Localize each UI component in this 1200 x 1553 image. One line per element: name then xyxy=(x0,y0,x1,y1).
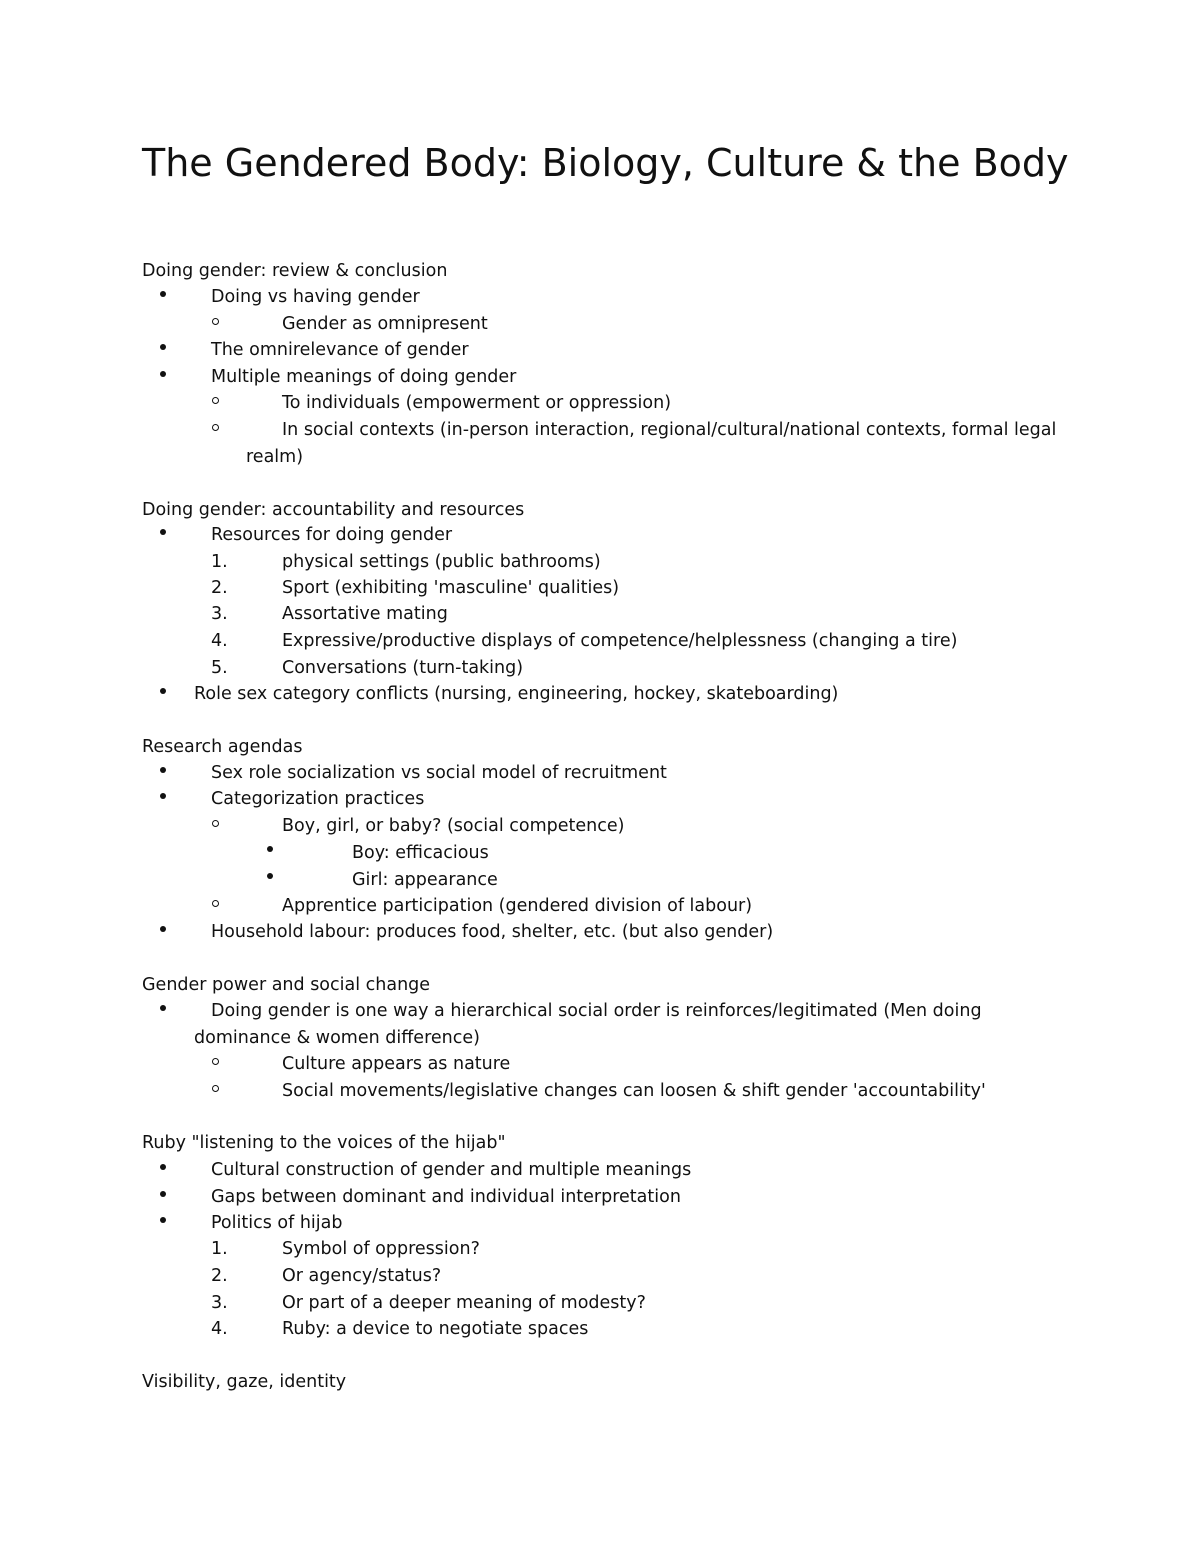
list-item: Boy, girl, or baby? (social competence) xyxy=(282,816,625,836)
bullet-icon xyxy=(160,793,166,799)
list-item: Conversations (turn-taking) xyxy=(282,658,524,678)
list-number: 2. xyxy=(211,1266,228,1286)
section-heading: Doing gender: accountability and resources xyxy=(142,500,525,520)
bullet-icon xyxy=(160,529,166,535)
circle-bullet-icon xyxy=(212,820,219,827)
list-item: Assortative mating xyxy=(282,604,448,624)
list-item: physical settings (public bathrooms) xyxy=(282,552,601,572)
list-number: 3. xyxy=(211,604,228,624)
bullet-icon xyxy=(267,846,273,852)
list-item: Doing gender is one way a hierarchical social order is reinforces/legitimated (Men doing xyxy=(211,1001,982,1021)
circle-bullet-icon xyxy=(212,1085,219,1092)
bullet-icon xyxy=(160,344,166,350)
list-item: In social contexts (in-person interaction, regional/cultural/national contexts, formal legal xyxy=(282,420,1057,440)
list-item: Cultural construction of gender and multiple meanings xyxy=(211,1160,692,1180)
section-heading: Ruby "listening to the voices of the hijab" xyxy=(142,1133,506,1153)
list-number: 2. xyxy=(211,578,228,598)
list-item: Multiple meanings of doing gender xyxy=(211,367,517,387)
bullet-icon xyxy=(160,1005,166,1011)
bullet-icon xyxy=(160,688,166,694)
list-item-continuation: dominance & women difference) xyxy=(194,1028,480,1048)
bullet-icon xyxy=(160,767,166,773)
circle-bullet-icon xyxy=(212,900,219,907)
list-item: Household labour: produces food, shelter, etc. (but also gender) xyxy=(211,922,774,942)
list-item: Or part of a deeper meaning of modesty? xyxy=(282,1293,646,1313)
list-item: Boy: efficacious xyxy=(352,843,489,863)
list-number: 1. xyxy=(211,552,228,572)
bullet-icon xyxy=(160,1164,166,1170)
list-number: 1. xyxy=(211,1239,228,1259)
section-heading: Visibility, gaze, identity xyxy=(142,1372,347,1392)
list-item: Resources for doing gender xyxy=(211,525,453,545)
section-heading: Doing gender: review & conclusion xyxy=(142,261,448,281)
list-item: Doing vs having gender xyxy=(211,287,420,307)
list-item: Symbol of oppression? xyxy=(282,1239,480,1259)
list-item: The omnirelevance of gender xyxy=(211,340,469,360)
list-item: Gender as omnipresent xyxy=(282,314,488,334)
list-item: Ruby: a device to negotiate spaces xyxy=(282,1319,589,1339)
bullet-icon xyxy=(160,371,166,377)
list-item: Categorization practices xyxy=(211,789,425,809)
list-item: Culture appears as nature xyxy=(282,1054,511,1074)
circle-bullet-icon xyxy=(212,397,219,404)
list-item: Politics of hijab xyxy=(211,1213,343,1233)
list-item: To individuals (empowerment or oppression) xyxy=(282,393,672,413)
bullet-icon xyxy=(267,873,273,879)
list-number: 4. xyxy=(211,1319,228,1339)
list-item: Apprentice participation (gendered division of labour) xyxy=(282,896,753,916)
document-title: The Gendered Body: Biology, Culture & the Body xyxy=(142,141,1069,185)
circle-bullet-icon xyxy=(212,318,219,325)
bullet-icon xyxy=(160,291,166,297)
list-item: Girl: appearance xyxy=(352,870,498,890)
circle-bullet-icon xyxy=(212,424,219,431)
list-item: Or agency/status? xyxy=(282,1266,442,1286)
list-item: Sex role socialization vs social model of recruitment xyxy=(211,763,667,783)
list-number: 4. xyxy=(211,631,228,651)
list-item: Expressive/productive displays of competence/helplessness (changing a tire) xyxy=(282,631,958,651)
list-item: Role sex category conflicts (nursing, engineering, hockey, skateboarding) xyxy=(194,684,839,704)
list-number: 3. xyxy=(211,1293,228,1313)
bullet-icon xyxy=(160,1191,166,1197)
section-heading: Research agendas xyxy=(142,737,303,757)
list-number: 5. xyxy=(211,658,228,678)
list-item-continuation: realm) xyxy=(246,447,304,467)
bullet-icon xyxy=(160,1217,166,1223)
list-item: Sport (exhibiting 'masculine' qualities) xyxy=(282,578,620,598)
bullet-icon xyxy=(160,926,166,932)
section-heading: Gender power and social change xyxy=(142,975,431,995)
list-item: Gaps between dominant and individual interpretation xyxy=(211,1187,681,1207)
list-item: Social movements/legislative changes can loosen & shift gender 'accountability' xyxy=(282,1081,986,1101)
circle-bullet-icon xyxy=(212,1058,219,1065)
